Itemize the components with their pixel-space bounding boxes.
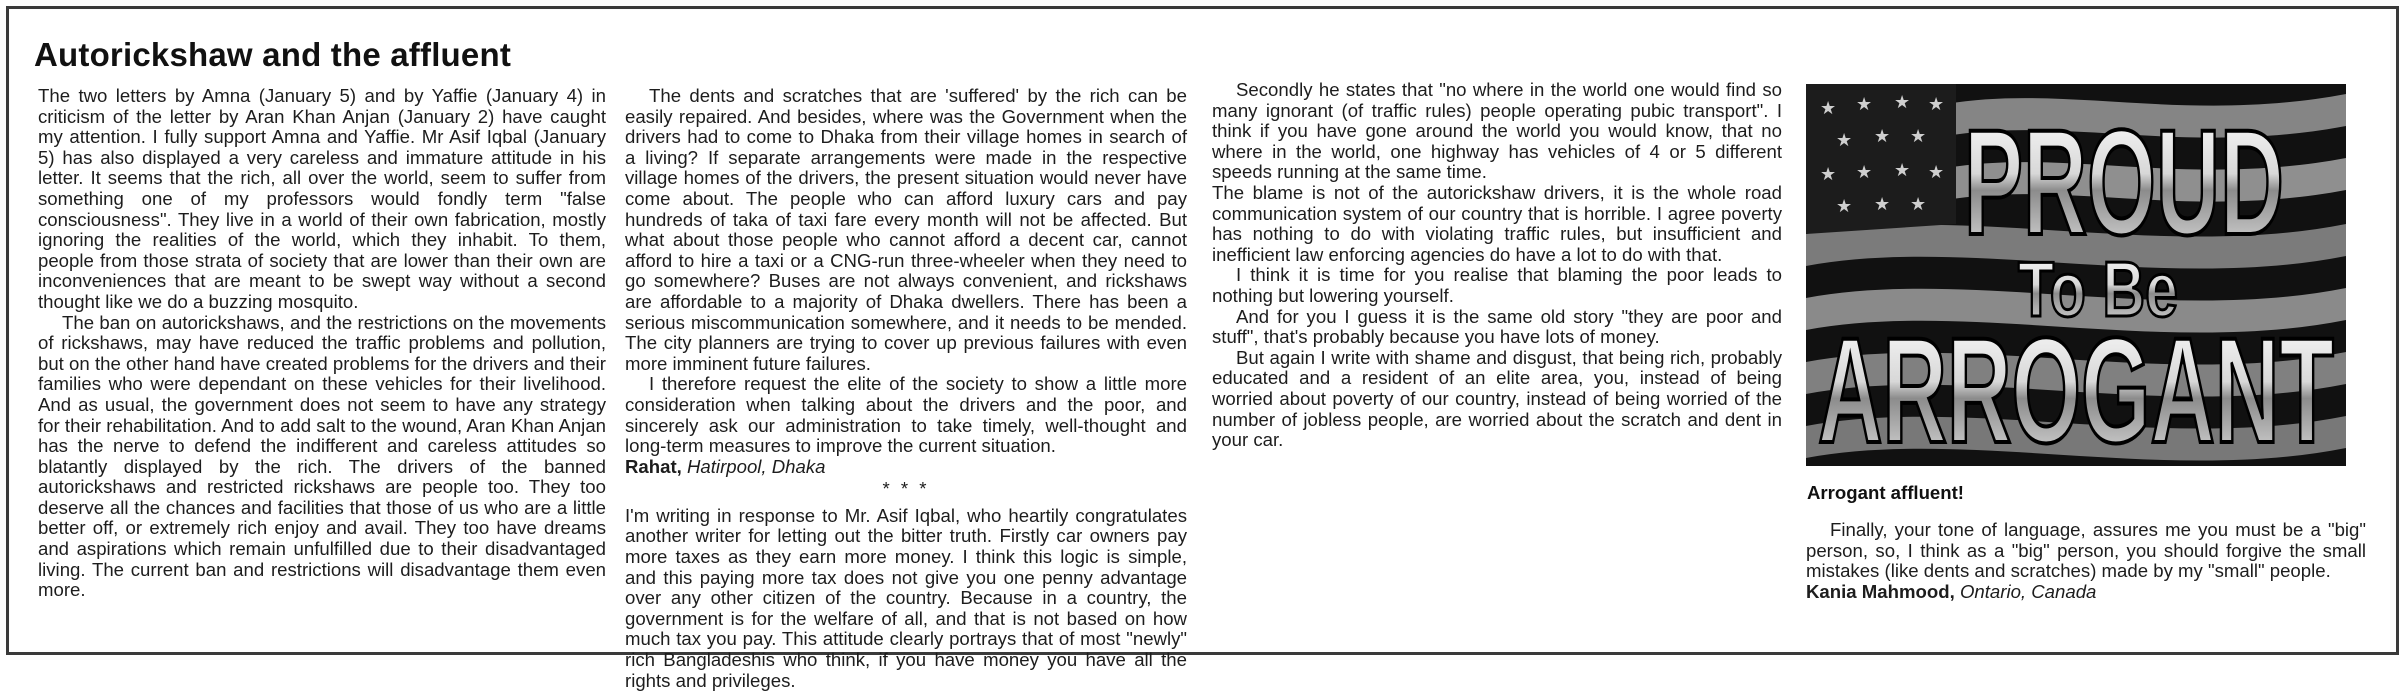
poster-word-proud: PROUD: [1964, 98, 2284, 266]
column-3: [1212, 80, 1782, 451]
svg-text:★: ★: [1910, 126, 1927, 147]
letter1-location: Hatirpool, Dhaka: [687, 455, 826, 477]
svg-text:★: ★: [1874, 194, 1891, 215]
letter1-signature: [625, 457, 1187, 478]
svg-text:★: ★: [1836, 130, 1853, 151]
letter2-paragraph-2: Secondly he states that "no where in the world one would find so many ignorant (of traffic rules) people operating pubic transport". I think if you have gone around the world you would know, that no where in the world, one highway has vehicles of 4 or 5 different speeds running at the same time.: [1212, 79, 1782, 183]
column-4: [1806, 520, 2366, 602]
svg-text:★: ★: [1820, 98, 1837, 119]
flag-canton: [1806, 84, 1956, 234]
poster-word-arrogant: ARROGANT: [1818, 306, 2334, 466]
headline: Autorickshaw and the affluent: [34, 36, 512, 73]
svg-text:★: ★: [1856, 162, 1873, 183]
svg-text:★: ★: [1894, 92, 1911, 113]
image-caption: Arrogant affluent!: [1807, 482, 1965, 503]
proud-to-be-arrogant-image: [1806, 84, 2346, 466]
letter1-paragraph-3: The dents and scratches that are 'suffered' by the rich can be easily repaired. And besides, where was the Government when the drivers had to come to Dhaka from their village homes in search of a living? If separate arrangements were made in the respective village homes of the drivers, the present situation would never have come about. The people who can afford luxury cars and pay hundreds of taka of taxi fare every month will not be affected. But what about those people who cannot afford a decent car, cannot afford to hire a taxi or a CNG-run three-wheeler when they need to go somewhere? Buses are not always convenient, and rickshaws are affordable to a majority of Dhaka dwellers. There has been a serious miscommunication somewhere, and it needs to be mended. The city planners are trying to cover up previous failures with even more imminent future failures.: [625, 85, 1187, 374]
letter2-paragraph-4: I think it is time for you realise that blaming the poor leads to nothing but lowering yourself.: [1212, 264, 1782, 306]
letter2-author: Kania Mahmood,: [1806, 580, 1955, 602]
letter2-paragraph-6: But again I write with shame and disgust, that being rich, probably educated and a resident of an elite area, you, instead of being worried about poverty of our country, instead of being worried of the number of jobless people, are worried about the scratch and dent in your car.: [1212, 346, 1782, 451]
letter1-paragraph-4: I therefore request the elite of the society to show a little more consideration when talking about the drivers and the poor, and sincerely ask our administration to take timely, well-thought and long-term measures to improve the current situation.: [625, 373, 1187, 457]
letter2-paragraph-7: Finally, your tone of language, assures me you must be a "big" person, so, I think as a "big" person, you should forgive the small mistakes (like dents and scratches) made by my "small" people.: [1806, 519, 2366, 582]
svg-text:★: ★: [1910, 194, 1927, 215]
letter2-paragraph-1: I'm writing in response to Mr. Asif Iqbal, who heartily congratulates another writer for letting out the bitter truth. Firstly car owners pay more taxes as they earn more money. I think this logic is simple, and this paying more tax does not give you one penny advantage over any other citizen of the country. Because in a country, the government is for the welfare of all, and that is not based on how much tax you pay. This attitude clearly portrays that of most "newly" rich Bangladeshis who think, if you have money you have all the rights and privileges.: [625, 504, 1187, 691]
svg-text:★: ★: [1928, 94, 1945, 115]
column-1: [38, 86, 606, 601]
svg-text:★: ★: [1836, 196, 1853, 217]
svg-text:★: ★: [1894, 160, 1911, 181]
svg-text:★: ★: [1856, 94, 1873, 115]
letter1-paragraph-2: The ban on autorickshaws, and the restrictions on the movements of rickshaws, may have reduced the traffic problems and pollution, but on the other hand have created problems for the drivers and their families who were dependant on these vehicles for their livelihood. And as usual, the government does not seem to have any strategy for their rehabilitation. And to add salt to the wound, Aran Khan Anjan has the nerve to defend the indifferent and careless attitudes so blatantly displayed by the rich. The drivers of the banned autorickshaws and restricted rickshaws are people too. They too deserve all the chances and facilities that those of us who are a little better off, or extremely rich enjoy and avail. They too have dreams and aspirations which remain unfulfilled due to their disadvantaged living. The current ban and restrictions will disadvantage them even more.: [38, 311, 606, 601]
column-2: [625, 86, 1187, 691]
letter2-location: Ontario, Canada: [1959, 580, 2097, 602]
letter2-paragraph-5: And for you I guess it is the same old story "they are poor and stuff", that's probably because you have lots of money.: [1212, 305, 1782, 348]
letter2-signature: [1806, 582, 2366, 603]
poster-words-to-be: To Be: [2018, 245, 2178, 333]
svg-text:★: ★: [1874, 126, 1891, 147]
letter2-paragraph-3: The blame is not of the autorickshaw drivers, it is the whole road communication system of our country that is horrible. I agree poverty has nothing to do with violating traffic rules, but insufficient and inefficient law enforcing agencies do have a lot to do with that.: [1212, 181, 1782, 265]
separator: * * *: [882, 478, 930, 500]
svg-text:★: ★: [1820, 164, 1837, 185]
svg-text:★: ★: [1928, 162, 1945, 183]
letter1-author: Rahat,: [625, 455, 682, 477]
letter1-paragraph-1: The two letters by Amna (January 5) and by Yaffie (January 4) in criticism of the letter by Aran Khan Anjan (January 2) have caught my attention. I fully support Amna and Yaffie. Mr Asif Iqbal (January 5) has also displayed a very careless and immature attitude in his letter. It seems that the rich, all over the world, seem to suffer from something one of my professors would fondly term "false consciousness". They live in a world of their own fabrication, mostly ignoring the realities of the world, which they inhabit. To them, people from those strata of society that are lower than their own are inconveniences that are meant to be swept way without a second thought like we do a buzzing mosquito.: [38, 85, 606, 312]
